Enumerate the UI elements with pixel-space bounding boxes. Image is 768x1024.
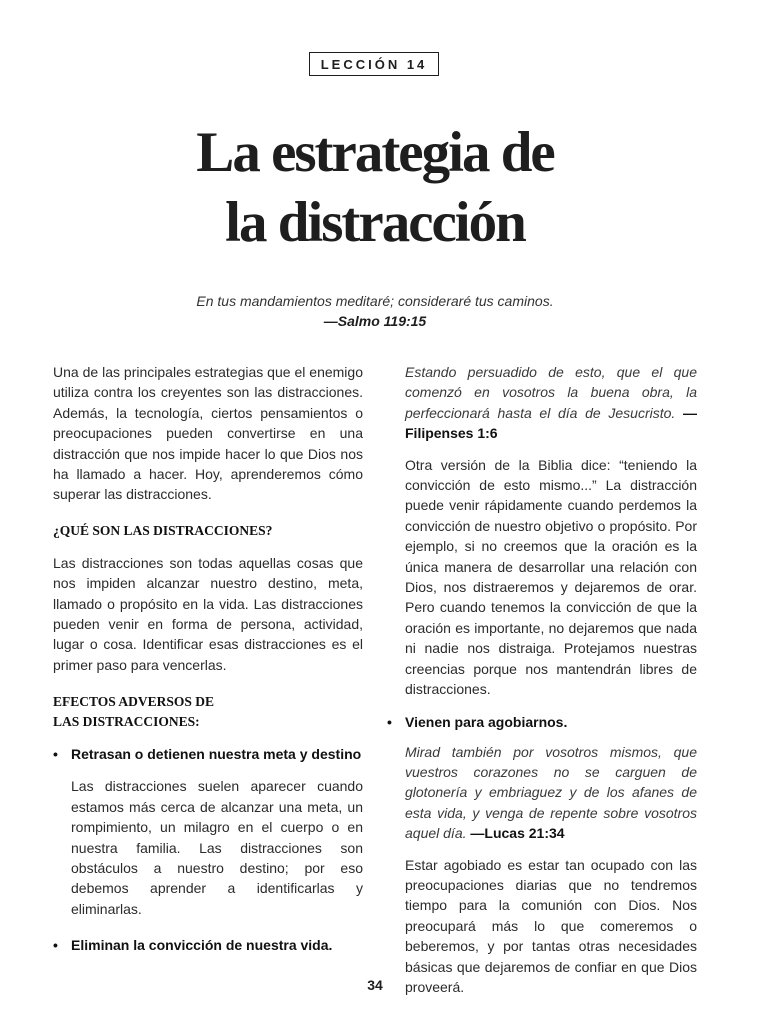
section-heading-effects — [53, 692, 363, 732]
luke-reference: —Lucas 21:34 — [470, 825, 565, 842]
epigraph-text: En tus mandamientos meditaré; consideraré tus caminos. — [196, 293, 554, 309]
luke-quote-text: Mirad también por vosotros mismos, que vuestros corazones no se carguen de glotonería y embriaguez y de los afanes de esta vida, y venga de repente sobre vosotros aquel día. — [405, 743, 697, 842]
lesson-label: LECCIÓN 14 — [309, 52, 439, 76]
title-line-1: La estrategia de — [196, 121, 554, 184]
epigraph — [0, 291, 750, 331]
philippians-quote — [405, 362, 697, 444]
bullet-remove-conviction: • Eliminan la convicción de nuestra vida. — [53, 935, 363, 955]
overwhelm-paragraph: Estar agobiado es estar tan ocupado con las preocupaciones diarias que no tendremos tiempo para la comunión con Dios. Nos preocupará más lo que comeremos o beberemos, y por tantas otras necesidades básicas que dejaremos de confiar en que Dios proveerá. — [405, 856, 697, 995]
intro-paragraph: Una de las principales estrategias que el enemigo utiliza contra los creyentes son las distracciones. Además, la tecnología, ciertos pensamientos o preocupaciones pueden convertirse en una distracción que nos impide hacer lo que Dios nos ha llamado a hacer. Hoy, aprenderemos cómo superar las distracciones. — [53, 364, 363, 503]
page-number: 34 — [367, 977, 383, 993]
definition-paragraph: Las distracciones son todas aquellas cosas que nos impiden alcanzar nuestro destino, meta, llamado o propósito en la vida. Las distracciones pueden venir en forma de persona, actividad, lugar o cosa. Identificar esas distracciones es el primer paso para vencerlas. — [53, 554, 363, 673]
conviction-paragraph: Otra versión de la Biblia dice: “teniendo la convicción de esto mismo...” La distracción puede venir rápidamente cuando perdemos la convicción de nuestro objetivo o propósito. Por ejemplo, si no creemos que la oración es la única manera de desarrollar una relación con Dios, nos distraeremos y dejaremos de orar. Pero cuando tenemos la convicción de que la oración es importante, no dejaremos que nada ni nadie nos distraiga. Protejamos nuestras creencias porque nos mantendrán libres de distracciones. — [405, 456, 697, 698]
epigraph-reference: —Salmo 119:15 — [323, 313, 427, 329]
delay-goal-paragraph: Las distracciones suelen aparecer cuando estamos más cerca de alcanzar una meta, un rompimiento, un milagro en el cuerpo o en nuestra familia. Las distracciones son obstáculos a nuestro destino; por eso debemos aprender a identificarlas y eliminarlas. — [71, 778, 363, 917]
page-title — [0, 118, 750, 258]
left-column — [53, 362, 363, 955]
effects-heading-line-1: EFECTOS ADVERSOS DE — [53, 694, 215, 710]
effects-heading-line-2: LAS DISTRACCIONES: — [53, 714, 200, 730]
luke-quote — [405, 742, 697, 844]
bullet-overwhelm: • Vienen para agobiarnos. — [387, 712, 697, 732]
right-column — [405, 362, 697, 997]
philippians-quote-text: Estando persuadido de esto, que el que comenzó en vosotros la buena obra, la perfeccionará hasta el día de Jesucristo. — [405, 364, 697, 421]
philippians-reference: —Filipenses 1:6 — [405, 404, 697, 442]
section-heading-what-are: ¿QUÉ SON LAS DISTRACCIONES? — [53, 522, 273, 538]
title-line-2: la distracción — [225, 191, 525, 254]
bullet-delay-goal: • Retrasan o detienen nuestra meta y destino — [53, 744, 363, 764]
